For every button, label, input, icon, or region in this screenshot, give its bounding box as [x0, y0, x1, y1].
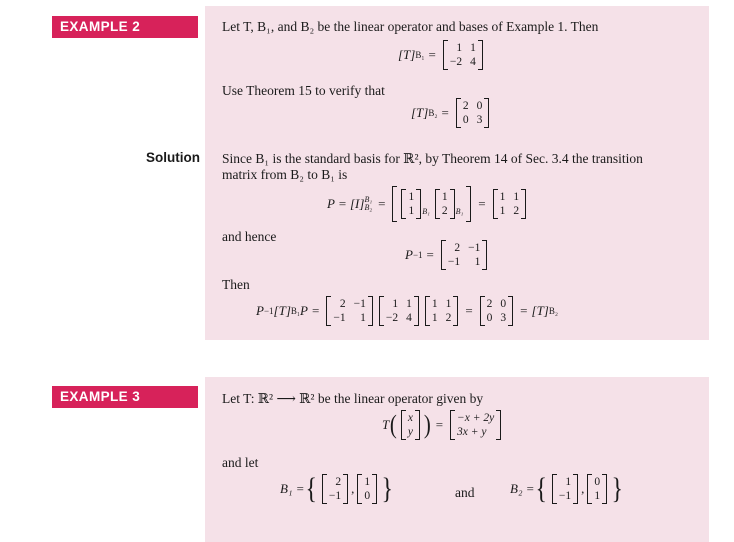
matrix-t-b2 [456, 98, 490, 128]
and-let-text: and let [222, 455, 259, 470]
matrix-cell: 2 [486, 298, 493, 310]
matrix-cell: 1 [470, 42, 476, 54]
eq5-rhs-sub: B₂ [548, 306, 559, 316]
matrix-cell: −1 [333, 312, 346, 324]
vector-result [450, 410, 501, 440]
example-3-intro: Let T: ℝ² ⟶ ℝ² be the linear operator given by [222, 391, 484, 406]
eq3-sup: B₁ [364, 195, 373, 204]
matrix-2 [379, 296, 419, 326]
equation-operator-t: T ( x y ) = −x + 2y 3x + y [382, 410, 504, 440]
matrix-cell: 0 [500, 298, 507, 310]
vector-2 [435, 189, 455, 219]
matrix-cell: 2 [513, 205, 520, 217]
verify-text: Use Theorem 15 to verify that [222, 83, 385, 98]
vector-cell: 1 [594, 490, 601, 502]
matrix-cell: 3 [500, 312, 507, 324]
matrix-cell: 1 [445, 298, 452, 310]
eq5-mid-sub: B₁ [290, 306, 301, 316]
eq5-lhs: P [256, 303, 264, 318]
basis-sub: B₁ [422, 207, 430, 216]
b1-label: B₁ = [280, 481, 305, 496]
matrix-cell: 1 [474, 256, 481, 268]
matrix-cell: 2 [445, 312, 452, 324]
eq2-lhs: [T] [411, 105, 429, 120]
basis-b1: B₁ = { 2 −1 , 1 0 } [280, 472, 394, 505]
matrix-p [493, 189, 527, 219]
matrix-cell: 1 [431, 298, 438, 310]
matrix-cell: 4 [406, 312, 412, 324]
matrix-cell: 1 [360, 312, 366, 324]
bracket-outer [392, 186, 471, 222]
vector-cell: −1 [558, 490, 572, 502]
basis-sub: B₁ [455, 207, 464, 216]
basis-b2: B₂ = { 1 −1 , 0 1 } [510, 472, 624, 505]
example-3-badge: EXAMPLE 3 [52, 386, 202, 408]
eq1-lhs: [T] [398, 47, 416, 62]
equation-p-inverse: P −1 = 2 −1 −1 1 [405, 240, 490, 270]
vector-cell: 1 [441, 191, 448, 203]
vector-cell: 1 [364, 476, 371, 488]
and-hence-text: and hence [222, 229, 277, 244]
vector-cell: 0 [594, 476, 601, 488]
vector-cell: 2 [335, 476, 342, 488]
matrix-cell: −1 [353, 298, 366, 310]
solution-line-2: matrix from B₂ to B₁ is [222, 167, 348, 182]
example-2-intro: Let T, B₁, and B₂ be the linear operator and bases of Example 1. Then [222, 19, 599, 34]
matrix-cell: 1 [513, 191, 520, 203]
equation-t-b1: [T] B₁ = 1 1 −2 4 [398, 40, 486, 70]
matrix-cell: 1 [456, 42, 463, 54]
eq4-sup: −1 [412, 250, 423, 260]
eq5-p: P [300, 303, 308, 318]
then-text: Then [222, 277, 250, 292]
matrix-cell: −2 [449, 56, 463, 68]
vector-1 [401, 189, 421, 219]
eq1-lhs-sub: B₁ [415, 50, 425, 60]
matrix-cell: 3 [476, 114, 483, 126]
matrix-1 [326, 296, 373, 326]
b2-vector-2 [587, 474, 607, 504]
and-text: and [455, 485, 475, 500]
solution-label: Solution [146, 150, 200, 165]
vector-cell: −x + 2y [457, 412, 495, 424]
matrix-cell: 1 [431, 312, 438, 324]
matrix-3 [425, 296, 459, 326]
matrix-cell: −2 [385, 312, 399, 324]
b2-vector-1 [552, 474, 578, 504]
matrix-cell: 0 [462, 114, 469, 126]
vector-cell: 1 [408, 205, 415, 217]
eq-t: T [382, 417, 390, 432]
eq5-sup: −1 [263, 306, 274, 316]
matrix-cell: 2 [339, 298, 346, 310]
eq4-lhs: P [405, 247, 413, 262]
eq3-lhs: P = [I] [327, 196, 365, 211]
matrix-cell: 2 [454, 242, 461, 254]
vector-cell: 0 [364, 490, 371, 502]
matrix-cell: 1 [499, 191, 506, 203]
b1-vector-1 [322, 474, 348, 504]
solution-line-1: Since B₁ is the standard basis for ℝ², by Theorem 14 of Sec. 3.4 the transition [222, 151, 643, 166]
matrix-cell: 1 [499, 205, 506, 217]
vector-cell: 1 [408, 191, 415, 203]
vector-cell: −1 [328, 490, 342, 502]
vector-cell: y [407, 426, 414, 438]
vector-cell: 2 [441, 205, 448, 217]
vector-cell: x [407, 412, 414, 424]
eq5-mid: [T] [273, 303, 291, 318]
equation-t-b2: [T] B₂ = 2 0 0 3 [411, 98, 492, 128]
matrix-t-b1 [443, 40, 483, 70]
vector-xy [401, 410, 420, 440]
matrix-cell: 1 [406, 298, 412, 310]
vector-cell: 3x + y [457, 426, 487, 438]
eq3-sub: B₂ [364, 203, 373, 212]
matrix-cell: 0 [486, 312, 493, 324]
equation-similarity: P −1 [T] B₁ P = 2 −1 −1 1 1 1 −2 4 1 1 1 2 = 2 0 0 3 = [T] B₂ [256, 298, 559, 324]
matrix-p-inverse [441, 240, 488, 270]
b2-label: B₂ = [510, 481, 535, 496]
matrix-cell: 1 [392, 298, 399, 310]
matrix-cell: −1 [447, 256, 461, 268]
matrix-4 [480, 296, 514, 326]
matrix-cell: 2 [462, 100, 469, 112]
eq5-rhs: [T] [531, 303, 549, 318]
example-2-badge: EXAMPLE 2 [52, 16, 202, 38]
equation-transition-matrix: P = [I] B₁ B₂ = 1 1 B₁ 1 2 B₁ = 1 1 1 2 [327, 186, 529, 222]
b1-vector-2 [357, 474, 377, 504]
eq2-lhs-sub: B₂ [428, 108, 438, 118]
matrix-cell: −1 [468, 242, 481, 254]
vector-cell: 1 [565, 476, 572, 488]
matrix-cell: 4 [470, 56, 476, 68]
matrix-cell: 0 [476, 100, 483, 112]
